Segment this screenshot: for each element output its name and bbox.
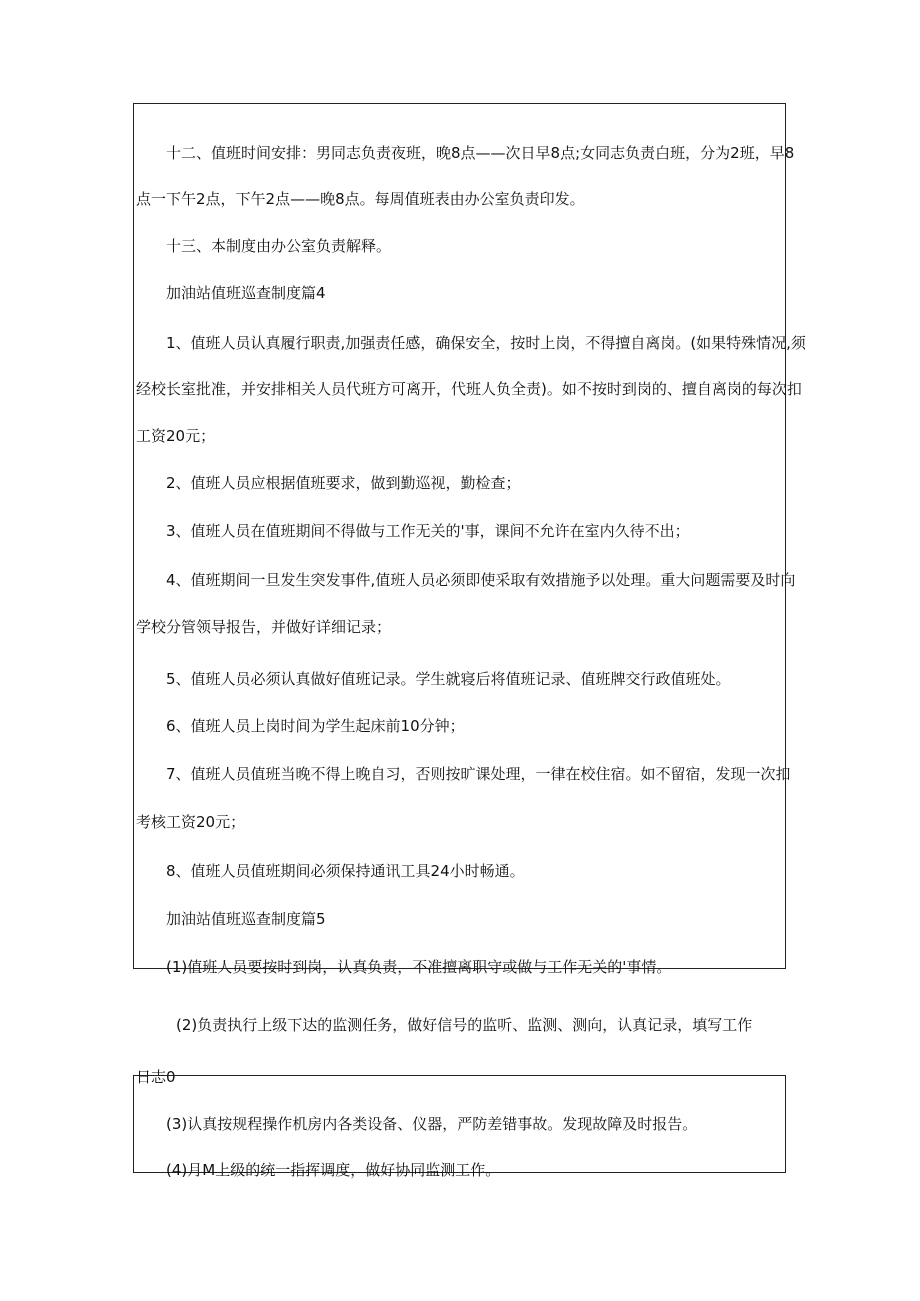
text-line-rule-3: 3、值班人员在值班期间不得做与工作无关的'事，课间不允许在室内久待不出； bbox=[166, 522, 690, 540]
text-line-duty-2a: (2)负责执行上级下达的监测任务，做好信号的监听、监测、测向，认真记录，填写工作 bbox=[176, 1016, 753, 1034]
text-line-rule-1b: 经校长室批准，并安排相关人员代班方可离开，代班人负全责)。如不按时到岗的、擅自离岗的每次扣 bbox=[136, 380, 802, 398]
text-line-rule-5: 5、值班人员必须认真做好值班记录。学生就寝后将值班记录、值班牌交行政值班处。 bbox=[166, 670, 731, 688]
text-line-rule-1a: 1、值班人员认真履行职责,加强责任感，确保安全，按时上岗，不得擅自离岗。(如果特殊情况,须 bbox=[166, 334, 806, 352]
text-line-duty-3: (3)认真按规程操作机房内各类设备、仪器，严防差错事故。发现故障及时报告。 bbox=[166, 1115, 698, 1133]
text-line-duty-4: (4)月M上级的统一指挥调度，做好协同监测工作。 bbox=[166, 1161, 501, 1179]
text-line-rule-2: 2、值班人员应根据值班要求，做到勤巡视，勤检查； bbox=[166, 474, 521, 492]
section-heading-part-5: 加油站值班巡查制度篇5 bbox=[166, 910, 326, 928]
text-line-rule-4a: 4、值班期间一旦发生突发事件,值班人员必须即使采取有效措施予以处理。重大问题需要及时向 bbox=[166, 571, 796, 589]
text-line-item-12b: 点一下午2点，下午2点——晚8点。每周值班表由办公室负责印发。 bbox=[136, 190, 585, 208]
text-line-rule-1c: 工资20元； bbox=[136, 427, 216, 445]
text-line-item-12a: 十二、值班时间安排：男同志负责夜班，晚8点——次日早8点;女同志负责白班，分为2班，早8 bbox=[166, 144, 795, 162]
text-line-rule-8: 8、值班人员值班期间必须保持通讯工具24小时畅通。 bbox=[166, 862, 525, 880]
text-line-duty-2b: 日志0 bbox=[136, 1068, 176, 1086]
text-line-duty-1: (1)值班人员要按时到岗，认真负责，不准擅离职守或做与工作无关的'事情。 bbox=[166, 958, 672, 976]
text-line-rule-4b: 学校分管领导报告，并做好详细记录； bbox=[136, 618, 392, 636]
text-line-item-13: 十三、本制度由办公室负责解释。 bbox=[166, 237, 392, 255]
text-line-rule-7a: 7、值班人员值班当晚不得上晚自习，否则按旷课处理，一律在校住宿。如不留宿，发现一次扣 bbox=[166, 765, 791, 783]
text-line-rule-6: 6、值班人员上岗时间为学生起床前10分钟； bbox=[166, 717, 465, 735]
text-line-rule-7b: 考核工资20元； bbox=[136, 813, 246, 831]
section-heading-part-4: 加油站值班巡查制度篇4 bbox=[166, 284, 326, 302]
